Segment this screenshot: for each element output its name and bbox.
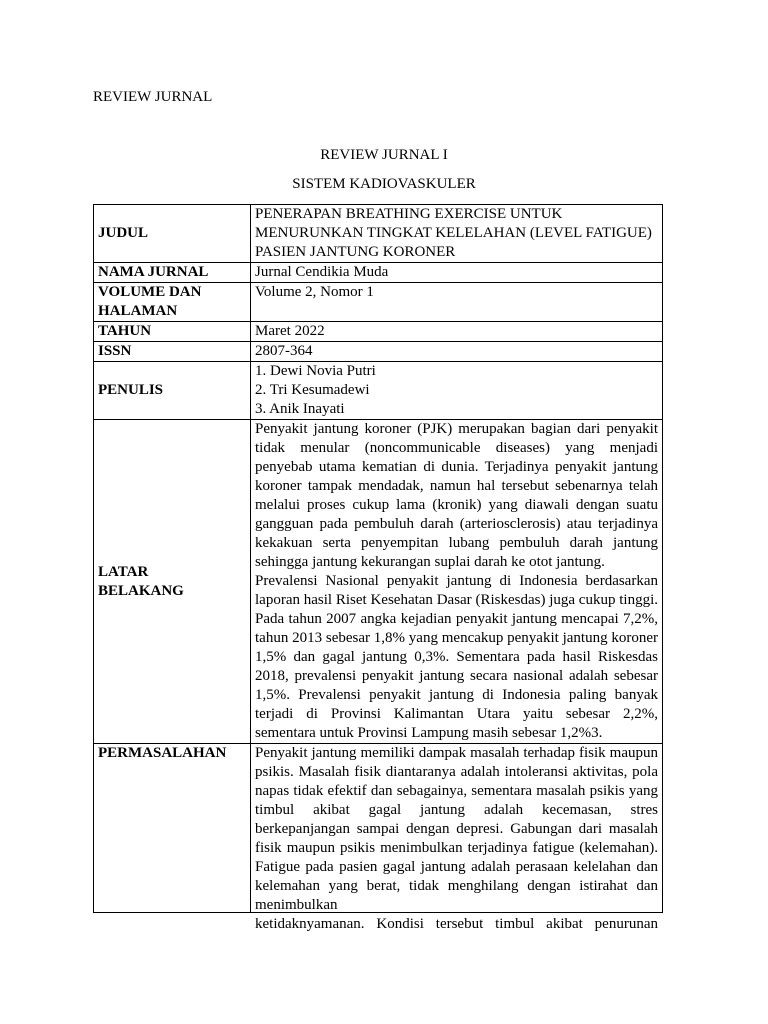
row-tahun — [94, 322, 663, 342]
value-permasalahan — [251, 744, 663, 932]
document-title: REVIEW JURNAL I — [320, 147, 448, 163]
label-penulis: PENULIS — [94, 362, 251, 420]
page-heading: REVIEW JURNAL — [93, 89, 213, 105]
row-judul — [94, 205, 663, 263]
label-permasalahan: PERMASALAHAN — [94, 744, 251, 913]
label-latar-line: LATAR — [98, 563, 149, 580]
row-latar-belakang — [94, 420, 663, 744]
value-judul — [251, 205, 663, 263]
author-item: 2. Tri Kesumadewi — [255, 382, 370, 398]
label-judul: JUDUL — [94, 205, 251, 263]
author-item: 1. Dewi Novia Putri — [255, 363, 376, 379]
review-table — [93, 204, 663, 932]
permasalahan-paragraph: Penyakit jantung memiliki dampak masalah terhadap fisik maupun psikis. Masalah fisik diantaranya adalah intoleransi aktivitas, pola napas tidak efektif dan sebagainya, sementara masalah psikis yang timbul akibat gagal jantung adalah kecemasan, stres berkepanjangan sampai dengan depresi. Gabungan dari masalah fisik maupun psikis menimbulkan terjadinya fatigue (kelemahan). Fatigue pada pasien gagal jantung adalah perasaan kelelahan dan kelemahan yang berat, tidak menghilang dengan istirahat dan menimbulkan — [255, 745, 658, 913]
row-penulis — [94, 362, 663, 420]
value-latar-belakang — [251, 420, 663, 744]
value-issn: 2807-364 — [251, 342, 663, 362]
label-issn: ISSN — [94, 342, 251, 362]
label-nama-jurnal: NAMA JURNAL — [94, 263, 251, 283]
label-volume — [94, 283, 251, 322]
value-penulis — [251, 362, 663, 420]
value-nama-jurnal: Jurnal Cendikia Muda — [251, 263, 663, 283]
label-volume-line: VOLUME DAN — [98, 284, 202, 300]
label-latar-belakang — [94, 420, 251, 744]
row-permasalahan — [94, 744, 663, 913]
label-tahun: TAHUN — [94, 322, 251, 342]
document-subtitle: SISTEM KADIOVASKULER — [292, 176, 476, 192]
latar-paragraph-2: Prevalensi Nasional penyakit jantung di Indonesia berdasarkan laporan hasil Riset Kesehatan Dasar (Riskesdas) juga cukup tinggi. Pada tahun 2007 angka kejadian penyakit jantung mencapai 7,2%, tahun 2013 sebesar 1,8% yang mencakup penyakit jantung koroner 1,5% dan gagal jantung 0,3%. Sementara pada hasil Riskesdas 2018, prevalensi penyakit jantung secara nasional adalah sebesar 1,5%. Prevalensi penyakit jantung di Indonesia paling banyak terjadi di Provinsi Kalimantan Utara yaitu sebesar 2,2%, sementara untuk Provinsi Lampung masih sebesar 1,2%3. — [255, 573, 658, 741]
latar-paragraph-1: Penyakit jantung koroner (PJK) merupakan bagian dari penyakit tidak menular (noncommunicable diseases) yang menjadi penyebab utama kematian di dunia. Terjadinya penyakit jantung koroner tampak mendadak, namun hal tersebut sebenarnya telah melalui proses cukup lama (kronik) yang diawali dengan suatu gangguan pada pembuluh darah (arteriosclerosis) atau terjadinya kekakuan serta penyempitan lubang pembuluh darah jantung sehingga jantung kekurangan suplai darah ke otot jantung. — [255, 421, 658, 570]
label-latar-line: BELAKANG — [98, 582, 184, 599]
permasalahan-last-line: ketidaknyamanan. Kondisi tersebut timbul akibat penurunan — [255, 916, 658, 932]
value-volume: Volume 2, Nomor 1 — [251, 283, 663, 322]
row-issn — [94, 342, 663, 362]
judul-line: PASIEN JANTUNG KORONER — [255, 244, 456, 260]
row-nama-jurnal — [94, 263, 663, 283]
label-volume-line: HALAMAN — [98, 303, 178, 319]
author-item: 3. Anik Inayati — [255, 401, 345, 417]
judul-line: PENERAPAN BREATHING EXERCISE UNTUK — [255, 206, 563, 222]
judul-line: MENURUNKAN TINGKAT KELELAHAN (LEVEL FATIGUE) — [255, 225, 652, 241]
permasalahan-text-wrap — [255, 744, 658, 932]
value-tahun: Maret 2022 — [251, 322, 663, 342]
row-volume — [94, 283, 663, 322]
